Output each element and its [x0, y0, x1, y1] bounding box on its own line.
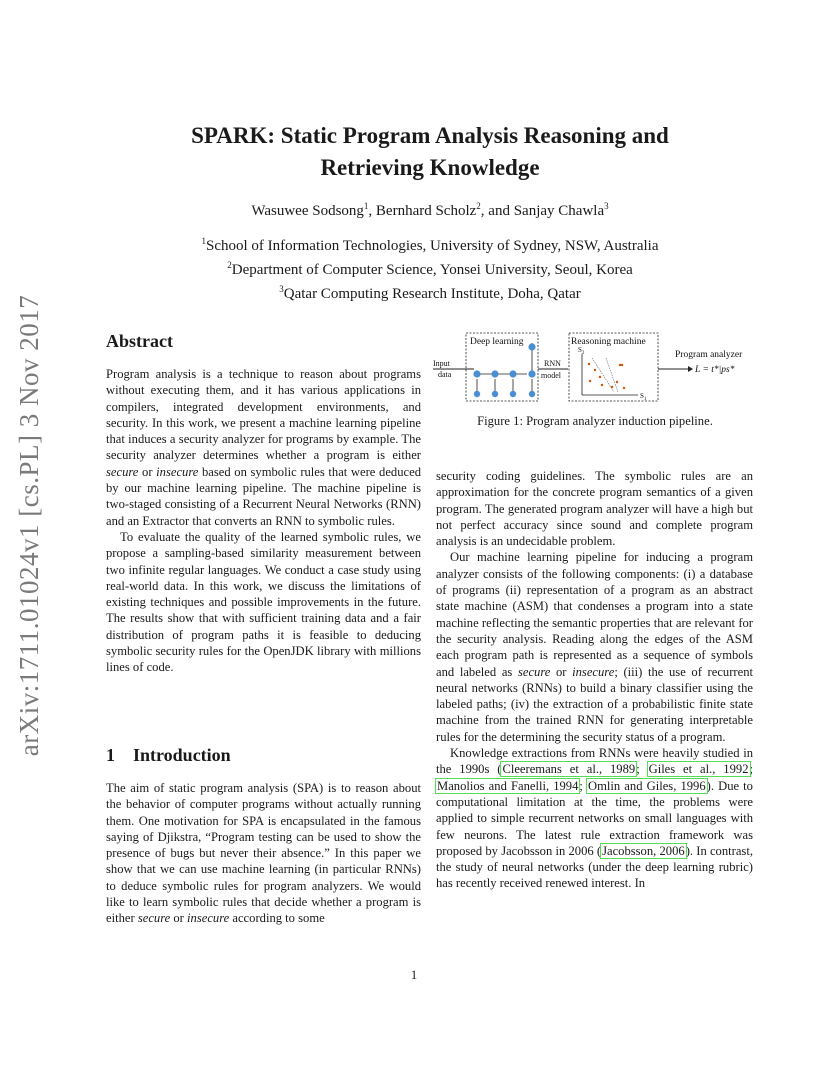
right-paragraph-3	[436, 745, 753, 892]
intro-left-column	[106, 780, 421, 927]
affiliation-1	[100, 232, 760, 256]
author-3: , and Sanjay Chawla	[480, 203, 605, 219]
rnn-node	[510, 391, 516, 397]
author-2: , Bernhard Scholz	[368, 203, 477, 219]
rnn-node	[492, 391, 498, 397]
right-column	[436, 468, 753, 892]
output-arrowhead	[688, 366, 693, 372]
author-3-sup: 3	[604, 201, 609, 211]
intro-text: or	[170, 911, 188, 926]
right-text: Knowledge extractions from RNNs were heavily studied in the 1990s (	[436, 746, 753, 777]
rnn-node	[528, 370, 535, 377]
right-text: ; (iii) the use of recurrent neural networks (RNNs) to build a binary classifier using the labeled paths; (iv) the extraction of a probabilistic finite state machine from the trained RNN for generating interpretable rules for the determining the security status of a program.	[436, 664, 753, 744]
citation-link[interactable]: Manolios and Fanelli, 1994	[437, 778, 579, 793]
emph-secure: secure	[137, 911, 171, 926]
intro-text: according to some	[229, 911, 325, 926]
decision-line	[592, 358, 614, 392]
rnn-network	[473, 343, 535, 397]
rnn-node	[529, 391, 535, 397]
affiliation-3-sup: 3	[279, 284, 284, 294]
affiliation-2-text: Department of Computer Science, Yonsei University, Seoul, Korea	[231, 262, 633, 278]
rnn-node	[473, 370, 480, 377]
citation-link[interactable]: Cleeremans et al., 1989	[502, 762, 636, 777]
emph-insecure: insecure	[156, 464, 199, 479]
deep-learning-label: Deep learning	[470, 337, 524, 347]
title-line-1: SPARK: Static Program Analysis Reasoning and	[191, 123, 669, 148]
abstract-text: or	[138, 464, 157, 479]
abstract-paragraph-2: To evaluate the quality of the learned symbolic rules, we propose a sampling-based similarity measurement between two infinite regular languages. We conduct a case study using real-world data. In this work, we discuss the limitations of existing techniques and possible improvements in the future. The results show that with sufficient training data and a fair distribution of program paths it is feasible to deducing symbolic security rules for the OpenJDK library with millions lines of code.	[106, 529, 421, 675]
input-label-2: data	[438, 370, 452, 379]
rnn-node	[509, 370, 516, 377]
analyzer-label: Program analyzer	[675, 350, 743, 360]
abstract-text: based on symbolic rules that were deduced by our machine learning pipeline. The machine pipeline is two-staged consisting of a Recurrent Neural Networks (RNN) and an Extractor that converts an RNN to symbolic rules.	[106, 464, 421, 528]
citation-link[interactable]: Omlin and Giles, 1996	[588, 778, 706, 793]
analyzer-formula: L = t*|ps*	[695, 365, 735, 375]
figure-caption: Figure 1: Program analyzer induction pipeline.	[477, 414, 713, 428]
right-paragraph-2	[436, 549, 753, 745]
affiliation-3	[100, 280, 760, 304]
emph-insecure: insecure	[187, 911, 230, 926]
arxiv-id: arXiv:1711.01024v1 [cs.PL] 3 Nov 2017	[14, 294, 45, 756]
rnn-node	[474, 391, 480, 397]
intro-heading	[106, 745, 231, 766]
reasoning-points	[588, 363, 625, 389]
citation-separator: ;	[749, 762, 753, 777]
rnn-node	[528, 343, 535, 350]
right-paragraph-1: security coding guidelines. The symbolic rules are an approximation for the concrete program semantics of a given program. The generated program analyzer will have a high but not perfect accuracy since sound and complete program analysis is an undecidable problem.	[436, 469, 753, 549]
section-number: 1	[106, 745, 115, 765]
page-number: 1	[410, 968, 418, 982]
emph-secure: secure	[106, 464, 139, 479]
citation-link[interactable]: Jacobsson, 2006	[602, 843, 685, 858]
intro-paragraph-1	[106, 780, 421, 927]
right-text: ). In contrast, the study of neural networks (under the deep learning rubric) has recently received renewed interest. In	[436, 843, 753, 891]
abstract-paragraph-1	[106, 366, 421, 529]
abstract-heading: Abstract	[106, 331, 173, 351]
affiliation-2	[100, 256, 760, 280]
pipeline-figure	[432, 330, 758, 412]
arxiv-stamp	[6, 290, 54, 760]
rnn-label-2: model	[541, 371, 561, 380]
author-1: Wasuwee Sodsong	[251, 203, 364, 219]
axis-s1: $S_1$	[640, 392, 647, 402]
affiliations	[100, 232, 760, 304]
emph-secure: secure	[517, 664, 551, 679]
emph-insecure: insecure	[572, 664, 615, 679]
intro-text: The aim of static program analysis (SPA) is to reason about the behavior of computer programs without actually running them. One motivation for SPA is encapsulated in the famous saying of Djikstra, “Program testing can be used to show the presence of bugs but never their absence.” In this paper we show that we can use machine learning (in particular RNNs) to deduce symbolic rules for program analyzers. We would like to learn symbolic rules that decide whether a program is either	[106, 781, 421, 926]
authors	[100, 201, 760, 220]
rnn-node	[491, 370, 498, 377]
affiliation-1-sup: 1	[201, 236, 206, 246]
citation-link[interactable]: Giles et al., 1992	[648, 762, 749, 777]
affiliation-1-text: School of Information Technologies, University of Sydney, NSW, Australia	[205, 238, 659, 254]
title-line-2: Retrieving Knowledge	[320, 155, 540, 180]
paper-title	[100, 120, 760, 184]
author-2-sup: 2	[476, 201, 481, 211]
right-text: or	[550, 664, 573, 679]
abstract-body	[106, 366, 421, 676]
rnn-label-1: RNN	[544, 359, 561, 368]
author-1-sup: 1	[363, 201, 369, 211]
input-label-1: Input	[433, 359, 450, 368]
right-text: Our machine learning pipeline for inducing a program analyzer consists of the following components: (i) a database of programs (ii) representation of a program as an abstract state machine (ASM) that condenses a program into a state machine reflecting the semantic properties that are relevant for the security analysis. Reading along the edges of the ASM each program path is represented as a sequence of symbols and labeled as	[436, 550, 753, 679]
citation-separator: ;	[579, 778, 588, 793]
right-text: ). Due to computational limitation at the time, the problems were applied to simple recurrent networks on small languages with few neurons. The latest rule extraction framework was proposed by Jacobsson in 2006 (	[436, 778, 753, 858]
citation-separator: ;	[636, 762, 648, 777]
section-title: Introduction	[133, 745, 231, 765]
affiliation-3-text: Qatar Computing Research Institute, Doha, Qatar	[283, 286, 581, 302]
affiliation-2-sup: 2	[227, 260, 232, 270]
abstract-text: Program analysis is a technique to reason about programs without executing them, and it has various applications in compilers, integrated development environments, and security. In this work, we present a machine learning pipeline that induces a security analyzer for programs by example. The security analyzer determines whether a program is either	[106, 367, 421, 463]
axis-s2: $S_2$	[578, 346, 585, 356]
reasoning-label: Reasoning machine	[571, 337, 646, 347]
